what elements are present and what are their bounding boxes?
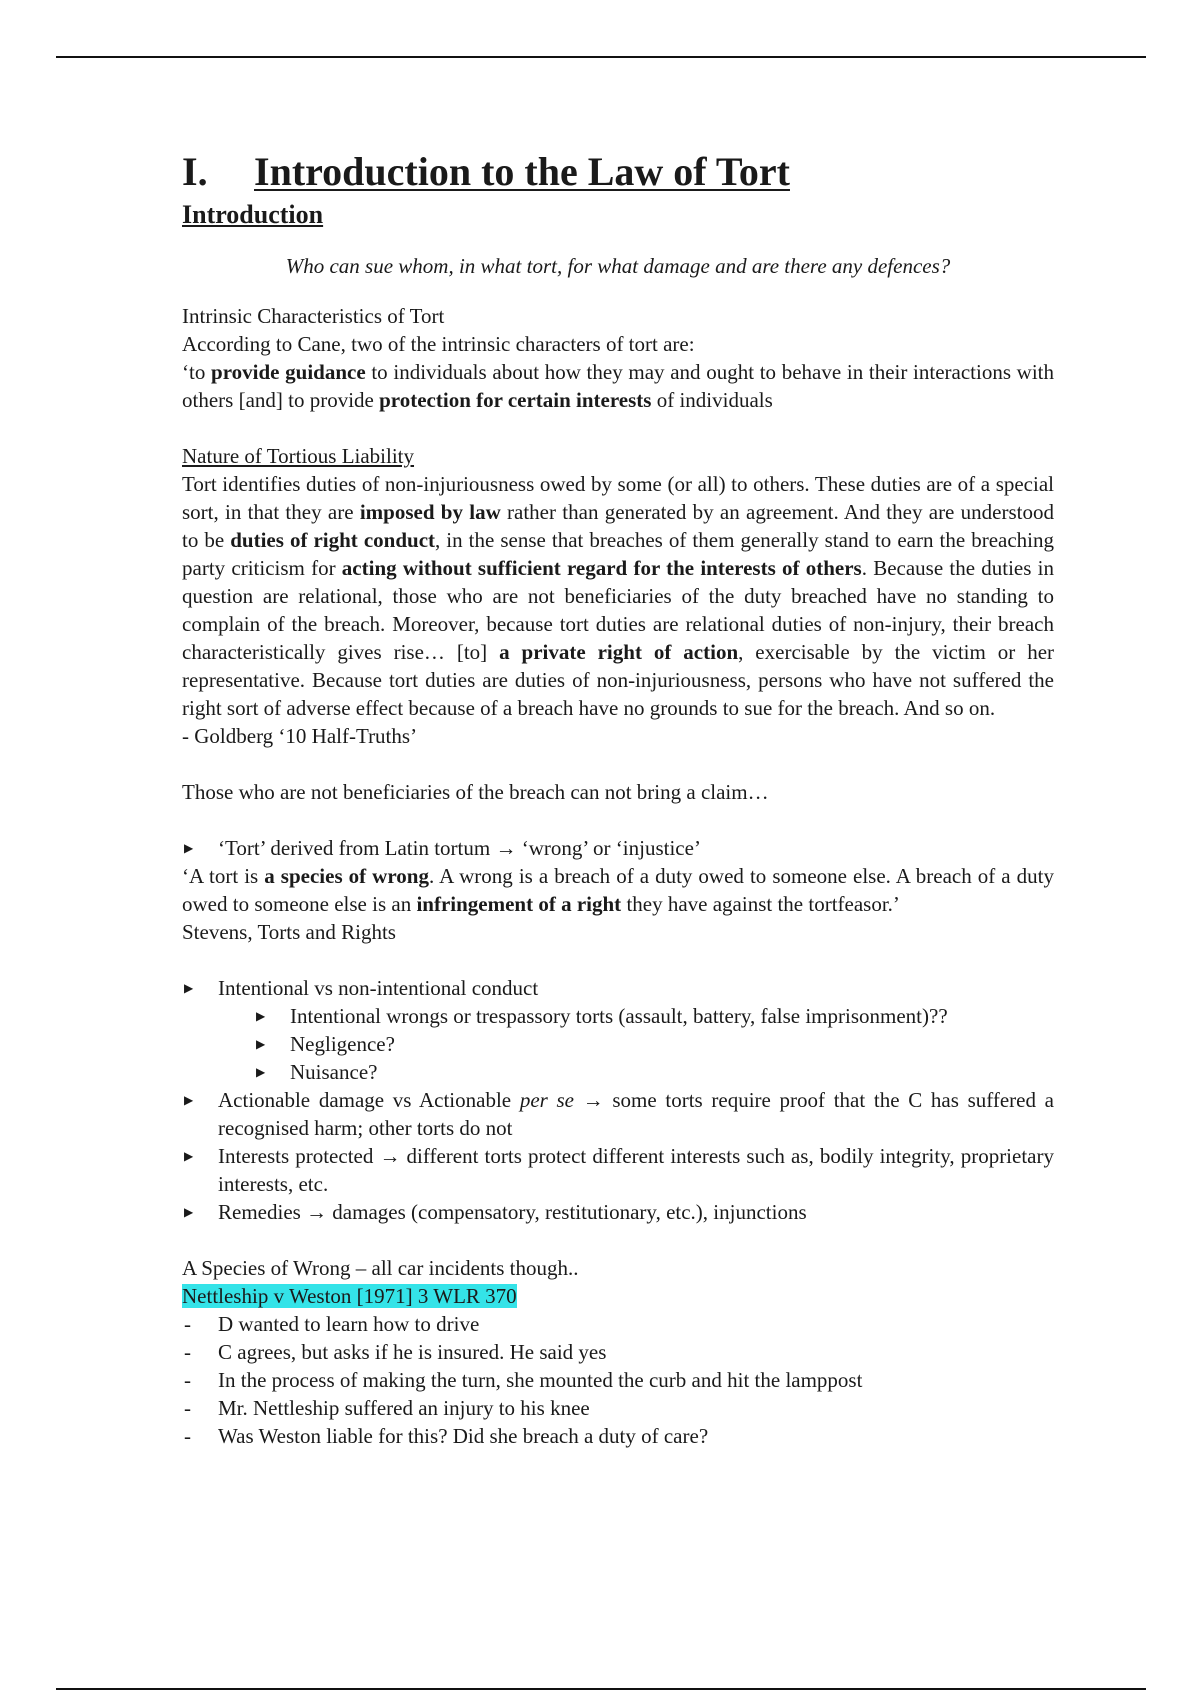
list-item: ▶ Remedies → damages (compensatory, restitutionary, etc.), injunctions [182,1198,1054,1226]
case-highlight: Nettleship v Weston [1971] 3 WLR 370 [182,1284,517,1308]
document-page [182,146,1054,1450]
list-item: ▶ Negligence? [182,1030,1054,1058]
list-item: ▶ Intentional wrongs or trespassory torts (assault, battery, false imprisonment)?? [182,1002,1054,1030]
list-item: ▶ Interests protected → different torts protect different interests such as, bodily integrity, proprietary interests, etc. [182,1142,1054,1198]
goldberg-source: - Goldberg ‘10 Half-Truths’ [182,724,418,748]
chapter-number: I. [182,149,208,194]
case-citation [182,1282,1054,1310]
list-item: - D wanted to learn how to drive [182,1310,1054,1338]
stevens-source: Stevens, Torts and Rights [182,920,396,944]
list-item: - Was Weston liable for this? Did she breach a duty of care? [182,1422,1054,1450]
bottom-rule [56,1688,1146,1690]
list-item: - In the process of making the turn, she mounted the curb and hit the lamppost [182,1366,1054,1394]
intrinsic-intro: According to Cane, two of the intrinsic characters of tort are: [182,332,695,356]
species-title: A Species of Wrong – all car incidents though.. [182,1256,579,1280]
list-item: ▶ Nuisance? [182,1058,1054,1086]
list-item: ▶ Actionable damage vs Actionable per se → some torts require proof that the C has suffered a recognised harm; other torts do not [182,1086,1054,1142]
stevens-quote: ‘A tort is a species of wrong. A wrong is a breach of a duty owed to someone else. A breach of a duty owed to someone else is an infringement of a right they have against the tortfeasor.’ [182,864,1054,916]
list-item: - Mr. Nettleship suffered an injury to his knee [182,1394,1054,1422]
framing-question: Who can sue whom, in what tort, for what damage and are there any defences? [285,254,951,278]
case-facts-list [182,1310,1054,1450]
tort-etymology-list [182,834,1054,862]
list-item: - C agrees, but asks if he is insured. He said yes [182,1338,1054,1366]
chapter-title: Introduction to the Law of Tort [254,149,790,194]
chapter-heading [182,146,1054,198]
section-subheading: Introduction [182,200,324,229]
intrinsic-title: Intrinsic Characteristics of Tort [182,304,445,328]
characteristics-list [182,974,1054,1226]
top-rule [56,56,1146,58]
list-item: ▶ ‘Tort’ derived from Latin tortum → ‘wrong’ or ‘injustice’ [182,834,1054,862]
goldberg-quote: Tort identifies duties of non-injuriousness owed by some (or all) to others. These duties are of a special sort, in that they are imposed by law rather than generated by an agreement. And they are understood to be duties of right conduct, in the sense that breaches of them generally stand to earn the breaching party criticism for acting without sufficient regard for the interests of others. Because the duties in question are relational, those who are not beneficiaries of the duty breached have no standing to complain of the breach. Moreover, because tort duties are relational duties of non-injury, their breach characteristically gives rise… [to] a private right of action, exercisable by the victim or her representative. Because tort duties are duties of non-injuriousness, persons who have not suffered the right sort of adverse effect because of a breach have no grounds to sue for the breach. And so on. [182,472,1055,720]
list-item: ▶ Intentional vs non-intentional conduct [182,974,1054,1002]
not-beneficiaries-note: Those who are not beneficiaries of the breach can not bring a claim… [182,780,769,804]
cane-quote: ‘to provide guidance to individuals about how they may and ought to behave in their interactions with others [and] to provide protection for certain interests of individuals [182,360,1055,412]
nature-title: Nature of Tortious Liability [182,444,415,468]
